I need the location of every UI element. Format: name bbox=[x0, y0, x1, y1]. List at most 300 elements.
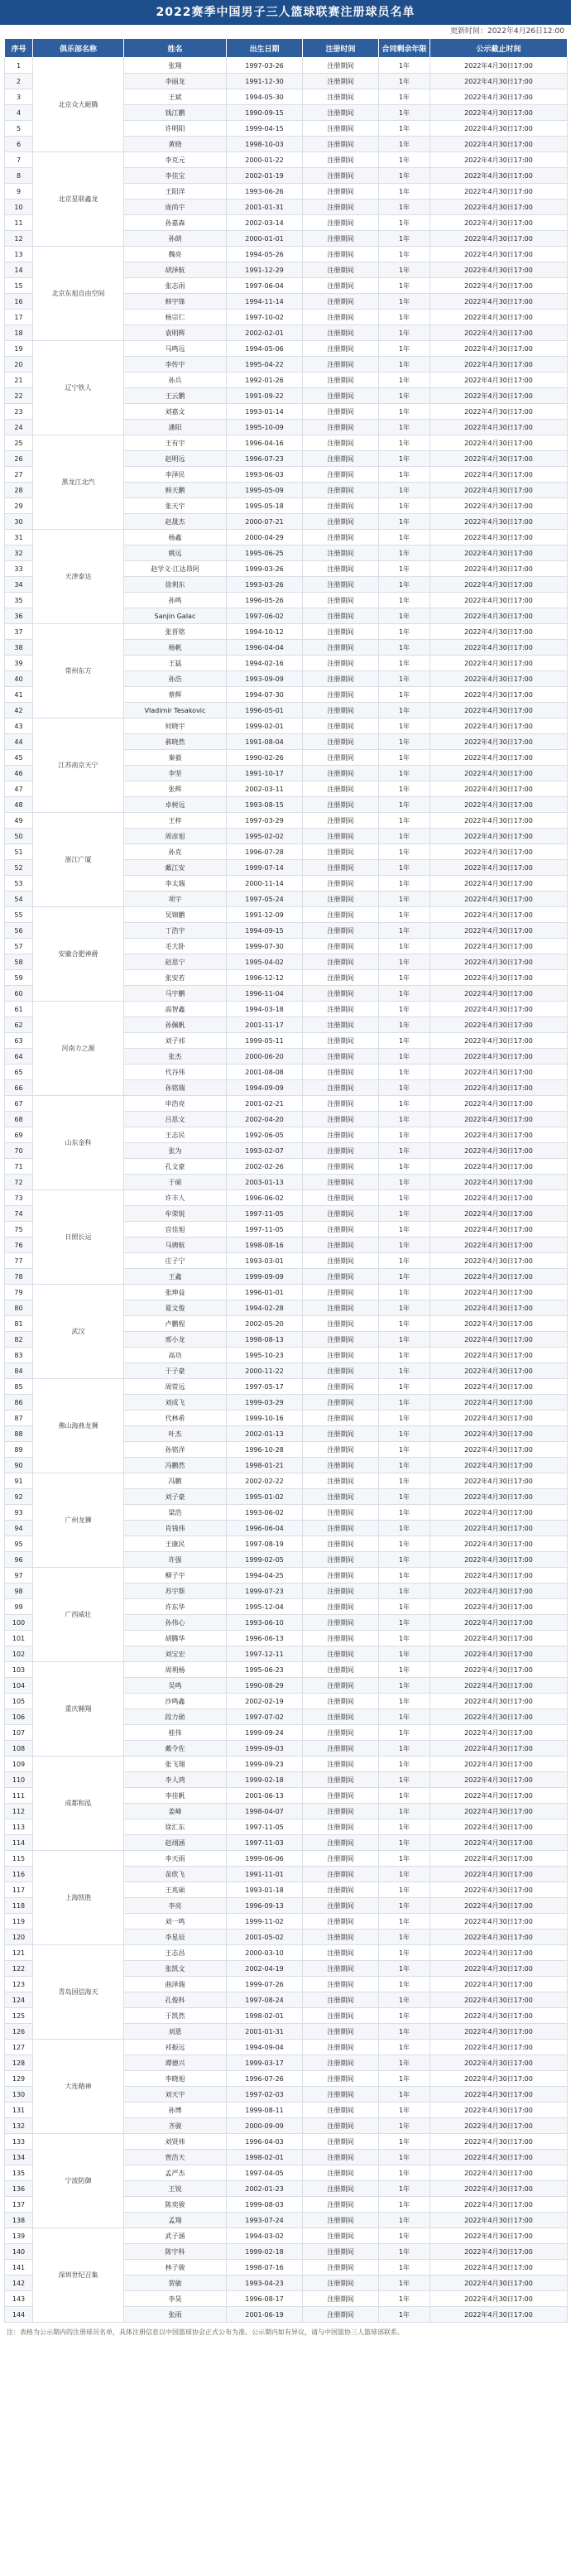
club-name: 山东金科 bbox=[33, 1096, 124, 1190]
birth-date: 1999-08-11 bbox=[227, 2103, 303, 2118]
birth-date: 1999-08-03 bbox=[227, 2197, 303, 2213]
header-dob: 出生日期 bbox=[227, 39, 303, 58]
contract-term: 1年 bbox=[379, 58, 430, 74]
player-name: 刘天宇 bbox=[124, 2087, 227, 2103]
birth-date: 1996-06-13 bbox=[227, 1631, 303, 1646]
row-index: 110 bbox=[5, 1772, 33, 1788]
player-name: 张雨 bbox=[124, 2307, 227, 2323]
contract-term: 1年 bbox=[379, 703, 430, 718]
contract-term: 1年 bbox=[379, 1300, 430, 1316]
birth-date: 2002-03-11 bbox=[227, 781, 303, 797]
player-name: 谭德兴 bbox=[124, 2055, 227, 2071]
row-index: 50 bbox=[5, 829, 33, 844]
public-deadline: 2022年4月30日17:00 bbox=[430, 939, 568, 954]
row-index: 79 bbox=[5, 1285, 33, 1300]
register-date: 注册期间 bbox=[303, 608, 379, 624]
register-date: 注册期间 bbox=[303, 1772, 379, 1788]
player-name: 邢小龙 bbox=[124, 1332, 227, 1348]
birth-date: 1997-06-02 bbox=[227, 608, 303, 624]
birth-date: 1997-11-05 bbox=[227, 1819, 303, 1835]
birth-date: 1999-09-03 bbox=[227, 1741, 303, 1757]
player-name: 孙朗 bbox=[124, 231, 227, 247]
public-deadline: 2022年4月30日17:00 bbox=[430, 1017, 568, 1033]
contract-term: 1年 bbox=[379, 1725, 430, 1741]
public-deadline: 2022年4月30日17:00 bbox=[430, 105, 568, 121]
register-date: 注册期间 bbox=[303, 1426, 379, 1442]
public-deadline: 2022年4月30日17:00 bbox=[430, 1175, 568, 1190]
row-index: 41 bbox=[5, 687, 33, 703]
row-index: 21 bbox=[5, 372, 33, 388]
contract-term: 1年 bbox=[379, 2165, 430, 2181]
register-date: 注册期间 bbox=[303, 813, 379, 829]
register-date: 注册期间 bbox=[303, 262, 379, 278]
birth-date: 1995-01-02 bbox=[227, 1489, 303, 1505]
row-index: 20 bbox=[5, 357, 33, 372]
register-date: 注册期间 bbox=[303, 1788, 379, 1804]
contract-term: 1年 bbox=[379, 372, 430, 388]
birth-date: 1994-02-28 bbox=[227, 1300, 303, 1316]
contract-term: 1年 bbox=[379, 199, 430, 215]
register-date: 注册期间 bbox=[303, 593, 379, 608]
public-deadline: 2022年4月30日17:00 bbox=[430, 1898, 568, 1914]
player-name: 刘子豪 bbox=[124, 1489, 227, 1505]
birth-date: 1994-10-12 bbox=[227, 624, 303, 640]
row-index: 84 bbox=[5, 1363, 33, 1379]
contract-term: 1年 bbox=[379, 1269, 430, 1285]
public-deadline: 2022年4月30日17:00 bbox=[430, 2118, 568, 2134]
club-name: 大连精神 bbox=[33, 2040, 124, 2134]
row-index: 135 bbox=[5, 2165, 33, 2181]
row-index: 112 bbox=[5, 1804, 33, 1819]
player-name: 李人鸿 bbox=[124, 1772, 227, 1788]
register-date: 注册期间 bbox=[303, 1348, 379, 1363]
birth-date: 1994-11-14 bbox=[227, 294, 303, 310]
player-name: Vladimir Tesakovic bbox=[124, 703, 227, 718]
table-row bbox=[5, 341, 568, 357]
row-index: 121 bbox=[5, 1945, 33, 1961]
row-index: 22 bbox=[5, 388, 33, 404]
public-deadline: 2022年4月30日17:00 bbox=[430, 1835, 568, 1851]
register-date: 注册期间 bbox=[303, 703, 379, 718]
row-index: 127 bbox=[5, 2040, 33, 2055]
public-deadline: 2022年4月30日17:00 bbox=[430, 2008, 568, 2024]
contract-term: 1年 bbox=[379, 231, 430, 247]
birth-date: 1996-04-04 bbox=[227, 640, 303, 656]
register-date: 注册期间 bbox=[303, 1473, 379, 1489]
birth-date: 1997-03-29 bbox=[227, 813, 303, 829]
player-name: 代林希 bbox=[124, 1411, 227, 1426]
register-date: 注册期间 bbox=[303, 1238, 379, 1253]
contract-term: 1年 bbox=[379, 1678, 430, 1694]
player-name: 高功 bbox=[124, 1348, 227, 1363]
birth-date: 1990-09-15 bbox=[227, 105, 303, 121]
row-index: 51 bbox=[5, 844, 33, 860]
header-register-date: 注册时间 bbox=[303, 39, 379, 58]
row-index: 126 bbox=[5, 2024, 33, 2040]
contract-term: 1年 bbox=[379, 1159, 430, 1175]
public-deadline: 2022年4月30日17:00 bbox=[430, 74, 568, 89]
club-name: 宁波防御 bbox=[33, 2134, 124, 2228]
birth-date: 2002-04-20 bbox=[227, 1112, 303, 1127]
contract-term: 1年 bbox=[379, 2276, 430, 2291]
public-deadline: 2022年4月30日17:00 bbox=[430, 876, 568, 892]
contract-term: 1年 bbox=[379, 1552, 430, 1568]
register-date: 注册期间 bbox=[303, 1363, 379, 1379]
public-deadline: 2022年4月30日17:00 bbox=[430, 89, 568, 105]
register-date: 注册期间 bbox=[303, 577, 379, 593]
birth-date: 2001-01-31 bbox=[227, 199, 303, 215]
row-index: 103 bbox=[5, 1662, 33, 1678]
public-deadline: 2022年4月30日17:00 bbox=[430, 435, 568, 451]
public-deadline: 2022年4月30日17:00 bbox=[430, 718, 568, 734]
contract-term: 1年 bbox=[379, 1882, 430, 1898]
row-index: 80 bbox=[5, 1300, 33, 1316]
player-name: Sanjin Galac bbox=[124, 608, 227, 624]
player-name: 曾浩天 bbox=[124, 2150, 227, 2165]
birth-date: 1993-09-09 bbox=[227, 671, 303, 687]
birth-date: 1996-12-12 bbox=[227, 970, 303, 986]
contract-term: 1年 bbox=[379, 310, 430, 325]
birth-date: 1993-06-10 bbox=[227, 1615, 303, 1631]
register-date: 注册期间 bbox=[303, 1395, 379, 1411]
contract-term: 1年 bbox=[379, 671, 430, 687]
header-index: 序号 bbox=[5, 39, 33, 58]
public-deadline: 2022年4月30日17:00 bbox=[430, 860, 568, 876]
public-deadline: 2022年4月30日17:00 bbox=[430, 1552, 568, 1568]
public-deadline: 2022年4月30日17:00 bbox=[430, 2244, 568, 2260]
public-deadline: 2022年4月30日17:00 bbox=[430, 1977, 568, 1992]
table-row bbox=[5, 1757, 568, 1772]
register-date: 注册期间 bbox=[303, 341, 379, 357]
register-date: 注册期间 bbox=[303, 1914, 379, 1930]
public-deadline: 2022年4月30日17:00 bbox=[430, 1709, 568, 1725]
contract-term: 1年 bbox=[379, 1096, 430, 1112]
row-index: 67 bbox=[5, 1096, 33, 1112]
row-index: 118 bbox=[5, 1898, 33, 1914]
public-deadline: 2022年4月30日17:00 bbox=[430, 215, 568, 231]
row-index: 33 bbox=[5, 561, 33, 577]
player-name: 徐汇东 bbox=[124, 1819, 227, 1835]
table-row bbox=[5, 718, 568, 734]
table-row bbox=[5, 1851, 568, 1867]
contract-term: 1年 bbox=[379, 986, 430, 1002]
row-index: 141 bbox=[5, 2260, 33, 2276]
row-index: 96 bbox=[5, 1552, 33, 1568]
contract-term: 1年 bbox=[379, 357, 430, 372]
birth-date: 1997-04-05 bbox=[227, 2165, 303, 2181]
birth-date: 2002-01-23 bbox=[227, 2181, 303, 2197]
player-name: 杨鑫 bbox=[124, 530, 227, 545]
row-index: 124 bbox=[5, 1992, 33, 2008]
player-name: 陈奕骏 bbox=[124, 2197, 227, 2213]
birth-date: 1997-11-03 bbox=[227, 1835, 303, 1851]
register-date: 注册期间 bbox=[303, 2291, 379, 2307]
row-index: 82 bbox=[5, 1332, 33, 1348]
row-index: 100 bbox=[5, 1615, 33, 1631]
register-date: 注册期间 bbox=[303, 1961, 379, 1977]
player-name: 苏宇斯 bbox=[124, 1584, 227, 1599]
public-deadline: 2022年4月30日17:00 bbox=[430, 388, 568, 404]
contract-term: 1年 bbox=[379, 467, 430, 483]
player-name: 叶杰 bbox=[124, 1426, 227, 1442]
contract-term: 1年 bbox=[379, 2197, 430, 2213]
register-date: 注册期间 bbox=[303, 954, 379, 970]
club-name: 江苏南京天宁 bbox=[33, 718, 124, 813]
contract-term: 1年 bbox=[379, 1757, 430, 1772]
birth-date: 1997-03-26 bbox=[227, 58, 303, 74]
public-deadline: 2022年4月30日17:00 bbox=[430, 2213, 568, 2228]
contract-term: 1年 bbox=[379, 1631, 430, 1646]
row-index: 46 bbox=[5, 766, 33, 781]
birth-date: 1993-06-02 bbox=[227, 1505, 303, 1521]
player-name: 戴江安 bbox=[124, 860, 227, 876]
birth-date: 1993-04-23 bbox=[227, 2276, 303, 2291]
club-name: 青岛国信海天 bbox=[33, 1945, 124, 2040]
player-name: 夏文俊 bbox=[124, 1300, 227, 1316]
row-index: 133 bbox=[5, 2134, 33, 2150]
public-deadline: 2022年4月30日17:00 bbox=[430, 1536, 568, 1552]
row-index: 58 bbox=[5, 954, 33, 970]
row-index: 19 bbox=[5, 341, 33, 357]
register-date: 注册期间 bbox=[303, 435, 379, 451]
club-name: 安徽合肥神爵 bbox=[33, 907, 124, 1002]
player-name: 刘宝宏 bbox=[124, 1646, 227, 1662]
row-index: 16 bbox=[5, 294, 33, 310]
register-date: 注册期间 bbox=[303, 1143, 379, 1159]
birth-date: 1999-07-26 bbox=[227, 1977, 303, 1992]
table-row bbox=[5, 58, 568, 74]
birth-date: 1996-07-28 bbox=[227, 844, 303, 860]
register-date: 注册期间 bbox=[303, 1882, 379, 1898]
roster-body bbox=[5, 58, 568, 2323]
public-deadline: 2022年4月30日17:00 bbox=[430, 907, 568, 923]
club-name: 浙江广厦 bbox=[33, 813, 124, 907]
birth-date: 2000-04-29 bbox=[227, 530, 303, 545]
contract-term: 1年 bbox=[379, 593, 430, 608]
contract-term: 1年 bbox=[379, 1521, 430, 1536]
contract-term: 1年 bbox=[379, 1662, 430, 1678]
birth-date: 1999-07-30 bbox=[227, 939, 303, 954]
player-name: 祁振远 bbox=[124, 2040, 227, 2055]
register-date: 注册期间 bbox=[303, 2008, 379, 2024]
register-date: 注册期间 bbox=[303, 152, 379, 168]
public-deadline: 2022年4月30日17:00 bbox=[430, 467, 568, 483]
public-deadline: 2022年4月30日17:00 bbox=[430, 420, 568, 435]
contract-term: 1年 bbox=[379, 1316, 430, 1332]
table-row bbox=[5, 530, 568, 545]
register-date: 注册期间 bbox=[303, 1458, 379, 1473]
roster-table-wrap bbox=[0, 38, 571, 2323]
row-index: 5 bbox=[5, 121, 33, 137]
register-date: 注册期间 bbox=[303, 121, 379, 137]
public-deadline: 2022年4月30日17:00 bbox=[430, 2276, 568, 2291]
player-name: 吕思文 bbox=[124, 1112, 227, 1127]
birth-date: 1996-07-26 bbox=[227, 2071, 303, 2087]
row-index: 104 bbox=[5, 1678, 33, 1694]
row-index: 85 bbox=[5, 1379, 33, 1395]
public-deadline: 2022年4月30日17:00 bbox=[430, 1222, 568, 1238]
register-date: 注册期间 bbox=[303, 1646, 379, 1662]
player-name: 马宇鹏 bbox=[124, 986, 227, 1002]
birth-date: 1993-06-26 bbox=[227, 184, 303, 199]
register-date: 注册期间 bbox=[303, 1757, 379, 1772]
public-deadline: 2022年4月30日17:00 bbox=[430, 1411, 568, 1426]
row-index: 86 bbox=[5, 1395, 33, 1411]
player-name: 杨帆 bbox=[124, 640, 227, 656]
register-date: 注册期间 bbox=[303, 1835, 379, 1851]
register-date: 注册期间 bbox=[303, 766, 379, 781]
public-deadline: 2022年4月30日17:00 bbox=[430, 1646, 568, 1662]
contract-term: 1年 bbox=[379, 687, 430, 703]
register-date: 注册期间 bbox=[303, 1127, 379, 1143]
birth-date: 1999-10-16 bbox=[227, 1411, 303, 1426]
birth-date: 1995-06-25 bbox=[227, 545, 303, 561]
contract-term: 1年 bbox=[379, 766, 430, 781]
public-deadline: 2022年4月30日17:00 bbox=[430, 781, 568, 797]
public-deadline: 2022年4月30日17:00 bbox=[430, 137, 568, 152]
birth-date: 1996-05-01 bbox=[227, 703, 303, 718]
contract-term: 1年 bbox=[379, 1867, 430, 1882]
contract-term: 1年 bbox=[379, 750, 430, 766]
public-deadline: 2022年4月30日17:00 bbox=[430, 58, 568, 74]
register-date: 注册期间 bbox=[303, 907, 379, 923]
row-index: 68 bbox=[5, 1112, 33, 1127]
birth-date: 2001-06-13 bbox=[227, 1788, 303, 1804]
contract-term: 1年 bbox=[379, 1253, 430, 1269]
register-date: 注册期间 bbox=[303, 2024, 379, 2040]
row-index: 38 bbox=[5, 640, 33, 656]
birth-date: 1999-07-23 bbox=[227, 1584, 303, 1599]
player-name: 马鸣远 bbox=[124, 341, 227, 357]
birth-date: 1996-07-23 bbox=[227, 451, 303, 467]
birth-date: 1997-05-24 bbox=[227, 892, 303, 907]
row-index: 77 bbox=[5, 1253, 33, 1269]
register-date: 注册期间 bbox=[303, 388, 379, 404]
birth-date: 2000-09-09 bbox=[227, 2118, 303, 2134]
public-deadline: 2022年4月30日17:00 bbox=[430, 1489, 568, 1505]
row-index: 73 bbox=[5, 1190, 33, 1206]
contract-term: 1年 bbox=[379, 1615, 430, 1631]
birth-date: 1999-06-06 bbox=[227, 1851, 303, 1867]
public-deadline: 2022年4月30日17:00 bbox=[430, 498, 568, 514]
contract-term: 1年 bbox=[379, 1835, 430, 1851]
public-deadline: 2022年4月30日17:00 bbox=[430, 2181, 568, 2197]
club-name: 广州龙狮 bbox=[33, 1473, 124, 1568]
birth-date: 1991-12-29 bbox=[227, 262, 303, 278]
contract-term: 1年 bbox=[379, 451, 430, 467]
player-name: 苗欣飞 bbox=[124, 1867, 227, 1882]
player-name: 张杰 bbox=[124, 1049, 227, 1065]
player-name: 李亮 bbox=[124, 1898, 227, 1914]
contract-term: 1年 bbox=[379, 1379, 430, 1395]
register-date: 注册期间 bbox=[303, 876, 379, 892]
row-index: 91 bbox=[5, 1473, 33, 1489]
row-index: 63 bbox=[5, 1033, 33, 1049]
contract-term: 1年 bbox=[379, 1395, 430, 1411]
contract-term: 1年 bbox=[379, 1363, 430, 1379]
contract-term: 1年 bbox=[379, 1442, 430, 1458]
register-date: 注册期间 bbox=[303, 420, 379, 435]
contract-term: 1年 bbox=[379, 1694, 430, 1709]
row-index: 95 bbox=[5, 1536, 33, 1552]
player-name: 袁明辉 bbox=[124, 325, 227, 341]
player-name: 刘成飞 bbox=[124, 1395, 227, 1411]
register-date: 注册期间 bbox=[303, 939, 379, 954]
register-date: 注册期间 bbox=[303, 640, 379, 656]
register-date: 注册期间 bbox=[303, 1536, 379, 1552]
update-time: 更新时间：2022年4月26日12:00 bbox=[449, 27, 564, 36]
public-deadline: 2022年4月30日17:00 bbox=[430, 152, 568, 168]
player-name: 于子豪 bbox=[124, 1363, 227, 1379]
row-index: 62 bbox=[5, 1017, 33, 1033]
register-date: 注册期间 bbox=[303, 310, 379, 325]
contract-term: 1年 bbox=[379, 939, 430, 954]
club-name: 常州东方 bbox=[33, 624, 124, 718]
player-name: 高智鑫 bbox=[124, 1002, 227, 1017]
public-deadline: 2022年4月30日17:00 bbox=[430, 483, 568, 498]
header-name: 姓名 bbox=[124, 39, 227, 58]
birth-date: 2001-02-21 bbox=[227, 1096, 303, 1112]
public-deadline: 2022年4月30日17:00 bbox=[430, 2165, 568, 2181]
birth-date: 1999-04-15 bbox=[227, 121, 303, 137]
register-date: 注册期间 bbox=[303, 1190, 379, 1206]
row-index: 28 bbox=[5, 483, 33, 498]
contract-term: 1年 bbox=[379, 734, 430, 750]
register-date: 注册期间 bbox=[303, 1112, 379, 1127]
public-deadline: 2022年4月30日17:00 bbox=[430, 1882, 568, 1898]
table-row bbox=[5, 624, 568, 640]
register-date: 注册期间 bbox=[303, 199, 379, 215]
register-date: 注册期间 bbox=[303, 1615, 379, 1631]
contract-term: 1年 bbox=[379, 1741, 430, 1757]
contract-term: 1年 bbox=[379, 2260, 430, 2276]
player-name: 周常远 bbox=[124, 1379, 227, 1395]
player-name: 张安若 bbox=[124, 970, 227, 986]
player-name: 刘贤炜 bbox=[124, 2134, 227, 2150]
row-index: 76 bbox=[5, 1238, 33, 1253]
register-date: 注册期间 bbox=[303, 2213, 379, 2228]
row-index: 108 bbox=[5, 1741, 33, 1757]
row-index: 66 bbox=[5, 1080, 33, 1096]
player-name: 于硕 bbox=[124, 1175, 227, 1190]
register-date: 注册期间 bbox=[303, 750, 379, 766]
row-index: 55 bbox=[5, 907, 33, 923]
player-name: 林子骏 bbox=[124, 2260, 227, 2276]
register-date: 注册期间 bbox=[303, 168, 379, 184]
register-date: 注册期间 bbox=[303, 278, 379, 294]
row-index: 144 bbox=[5, 2307, 33, 2323]
register-date: 注册期间 bbox=[303, 1222, 379, 1238]
public-deadline: 2022年4月30日17:00 bbox=[430, 1332, 568, 1348]
register-date: 注册期间 bbox=[303, 1269, 379, 1285]
row-index: 90 bbox=[5, 1458, 33, 1473]
contract-term: 1年 bbox=[379, 797, 430, 813]
public-deadline: 2022年4月30日17:00 bbox=[430, 1615, 568, 1631]
row-index: 109 bbox=[5, 1757, 33, 1772]
contract-term: 1年 bbox=[379, 1348, 430, 1363]
public-deadline: 2022年4月30日17:00 bbox=[430, 797, 568, 813]
public-deadline: 2022年4月30日17:00 bbox=[430, 1505, 568, 1521]
player-name: 孙克 bbox=[124, 844, 227, 860]
player-name: 孔文豪 bbox=[124, 1159, 227, 1175]
contract-term: 1年 bbox=[379, 2087, 430, 2103]
birth-date: 2001-11-17 bbox=[227, 1017, 303, 1033]
public-deadline: 2022年4月30日17:00 bbox=[430, 703, 568, 718]
birth-date: 1999-02-18 bbox=[227, 2244, 303, 2260]
player-name: 李星辰 bbox=[124, 1930, 227, 1945]
player-name: 赵翊涵 bbox=[124, 1835, 227, 1851]
player-name: 孙兵 bbox=[124, 372, 227, 388]
